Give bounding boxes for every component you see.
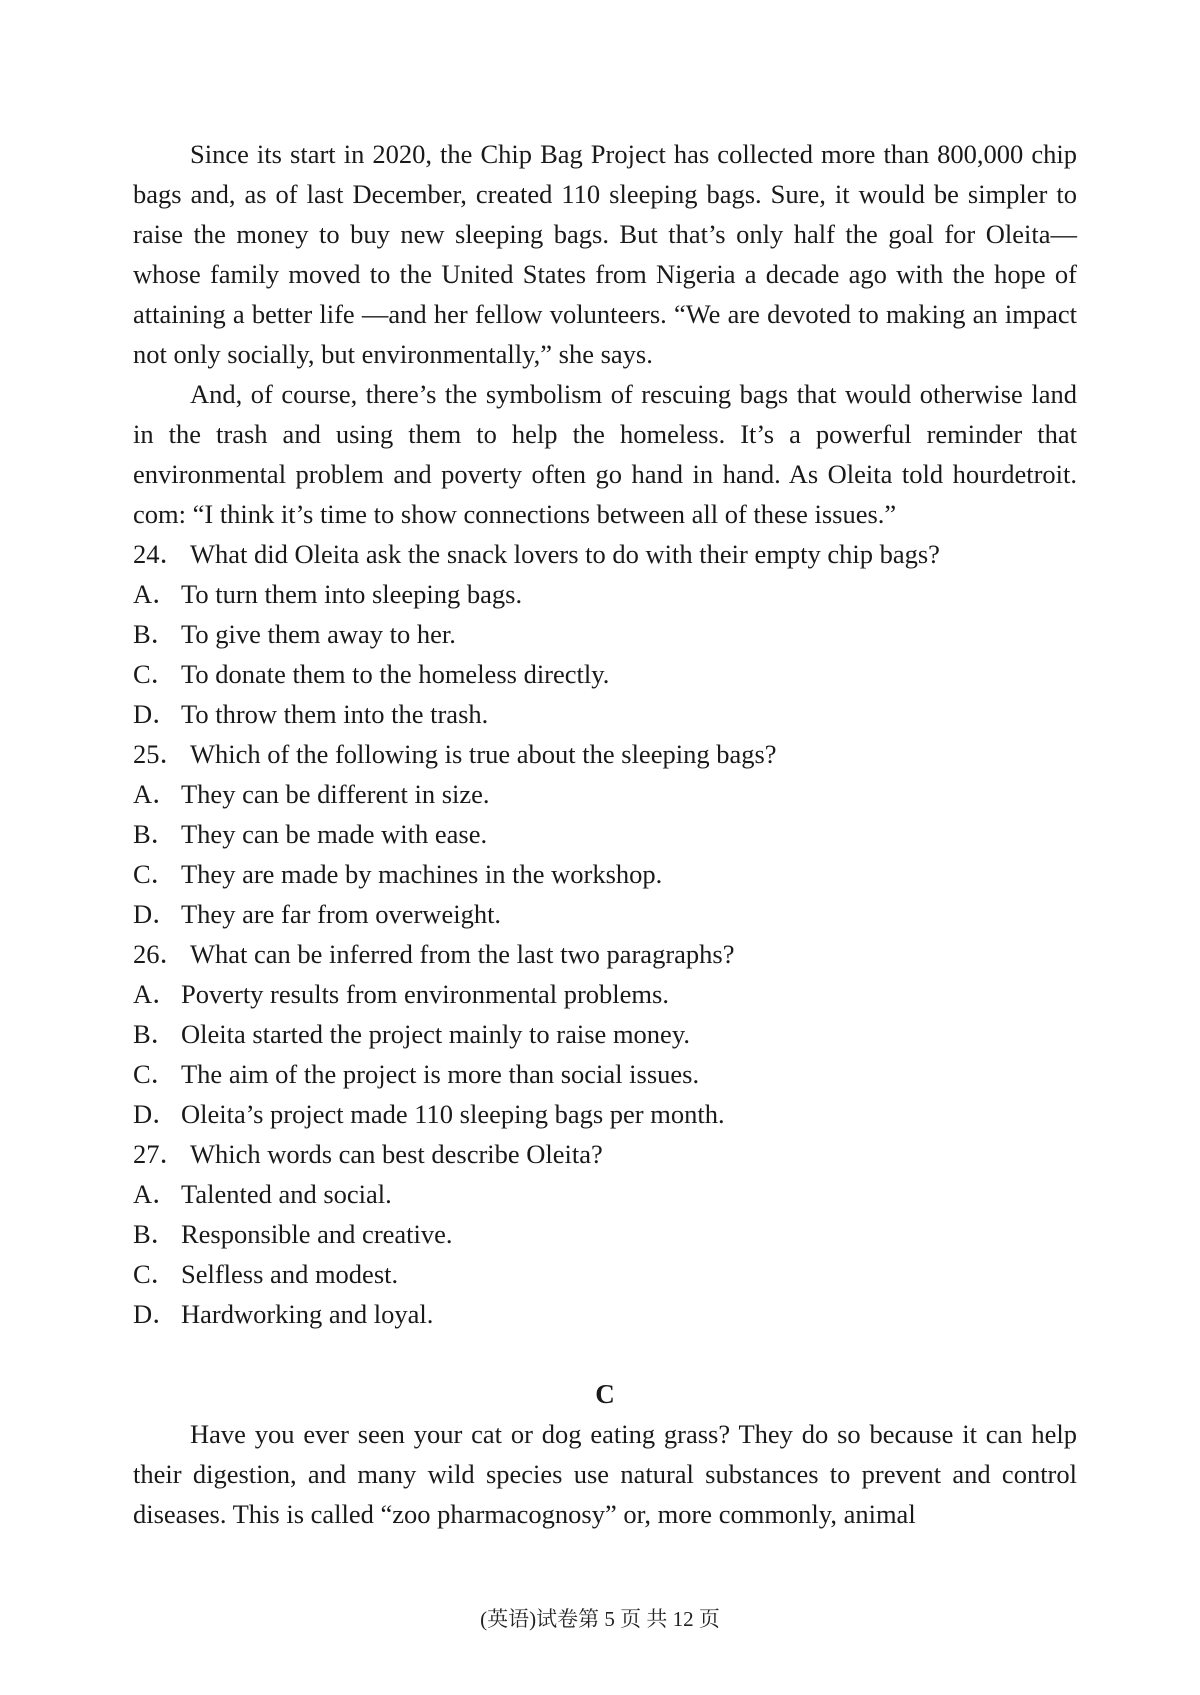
option-letter: D． <box>133 1299 179 1329</box>
option-text: They are far from overweight. <box>181 899 502 929</box>
option-text: Oleita started the project mainly to raise money. <box>181 1019 690 1049</box>
option-letter: A． <box>133 579 179 609</box>
option-letter: D． <box>133 1099 179 1129</box>
option-letter: B． <box>133 1019 178 1049</box>
answer-option <box>133 614 1077 654</box>
answer-option <box>133 1094 1077 1134</box>
question-stem <box>133 934 1077 974</box>
question-text: What did Oleita ask the snack lovers to do with their empty chip bags? <box>190 539 940 569</box>
option-text: Selfless and modest. <box>181 1259 399 1289</box>
page-content <box>133 134 1077 1534</box>
question-number: 27． <box>133 1139 186 1169</box>
question-number: 24． <box>133 539 186 569</box>
option-text: They can be made with ease. <box>181 819 488 849</box>
option-letter: B． <box>133 1219 178 1249</box>
option-text: They are made by machines in the workshop. <box>181 859 663 889</box>
answer-option <box>133 654 1077 694</box>
answer-option <box>133 974 1077 1014</box>
answer-option <box>133 854 1077 894</box>
answer-option <box>133 574 1077 614</box>
paragraph-2: And, of course, there’s the symbolism of rescuing bags that would otherwise land in the trash and using them to help the homeless. It’s a powerful reminder that environmental problem and poverty often go hand in hand. As Oleita told hourdetroit. com: “I think it’s time to show connections between all of these issues.” <box>133 379 1077 529</box>
option-letter: B． <box>133 619 178 649</box>
option-letter: C． <box>133 1059 178 1089</box>
option-text: Responsible and creative. <box>181 1219 453 1249</box>
question-number: 25． <box>133 739 186 769</box>
question-text: Which of the following is true about the sleeping bags? <box>190 739 777 769</box>
option-text: Hardworking and loyal. <box>181 1299 434 1329</box>
answer-option <box>133 1214 1077 1254</box>
option-letter: A． <box>133 979 179 1009</box>
question-stem <box>133 1134 1077 1174</box>
answer-option <box>133 1054 1077 1094</box>
page-footer: (英语)试卷第 5 页 共 12 页 <box>480 1607 720 1631</box>
option-text: Poverty results from environmental problems. <box>181 979 669 1009</box>
answer-option <box>133 1014 1077 1054</box>
answer-option <box>133 814 1077 854</box>
answer-option <box>133 1174 1077 1214</box>
question-number: 26． <box>133 939 186 969</box>
question-text: What can be inferred from the last two paragraphs? <box>190 939 735 969</box>
question-24 <box>133 534 1077 734</box>
question-26 <box>133 934 1077 1134</box>
answer-option <box>133 1294 1077 1334</box>
section-c-title: C <box>595 1379 615 1409</box>
question-stem <box>133 734 1077 774</box>
question-text: Which words can best describe Oleita? <box>190 1139 603 1169</box>
question-stem <box>133 534 1077 574</box>
paragraph-1: Since its start in 2020, the Chip Bag Project has collected more than 800,000 chip bags and, as of last December, created 110 sleeping bags. Sure, it would be simpler to raise the money to buy new sleeping bags. But that’s only half the goal for Oleita—whose family moved to the United States from Nigeria a decade ago with the hope of attaining a better life —and her fellow volunteers. “We are devoted to making an impact not only socially, but environmentally,” she says. <box>133 139 1077 369</box>
option-letter: A． <box>133 779 179 809</box>
question-27 <box>133 1134 1077 1334</box>
answer-option <box>133 894 1077 934</box>
option-text: The aim of the project is more than social issues. <box>181 1059 700 1089</box>
option-letter: A． <box>133 1179 179 1209</box>
option-text: Talented and social. <box>181 1179 392 1209</box>
option-letter: B． <box>133 819 178 849</box>
option-letter: D． <box>133 899 179 929</box>
answer-option <box>133 774 1077 814</box>
option-letter: D． <box>133 699 179 729</box>
option-text: To throw them into the trash. <box>181 699 489 729</box>
option-text: To donate them to the homeless directly. <box>181 659 610 689</box>
option-letter: C． <box>133 859 178 889</box>
answer-option <box>133 1254 1077 1294</box>
question-list <box>133 534 1077 1334</box>
option-text: Oleita’s project made 110 sleeping bags per month. <box>181 1099 725 1129</box>
section-c-paragraph: Have you ever seen your cat or dog eating grass? They do so because it can help their digestion, and many wild species use natural substances to prevent and control diseases. This is called “zoo pharmacognosy” or, more commonly, animal <box>133 1419 1077 1529</box>
question-25 <box>133 734 1077 934</box>
option-letter: C． <box>133 659 178 689</box>
option-text: To turn them into sleeping bags. <box>181 579 523 609</box>
option-text: To give them away to her. <box>181 619 456 649</box>
answer-option <box>133 694 1077 734</box>
option-letter: C． <box>133 1259 178 1289</box>
option-text: They can be different in size. <box>181 779 490 809</box>
